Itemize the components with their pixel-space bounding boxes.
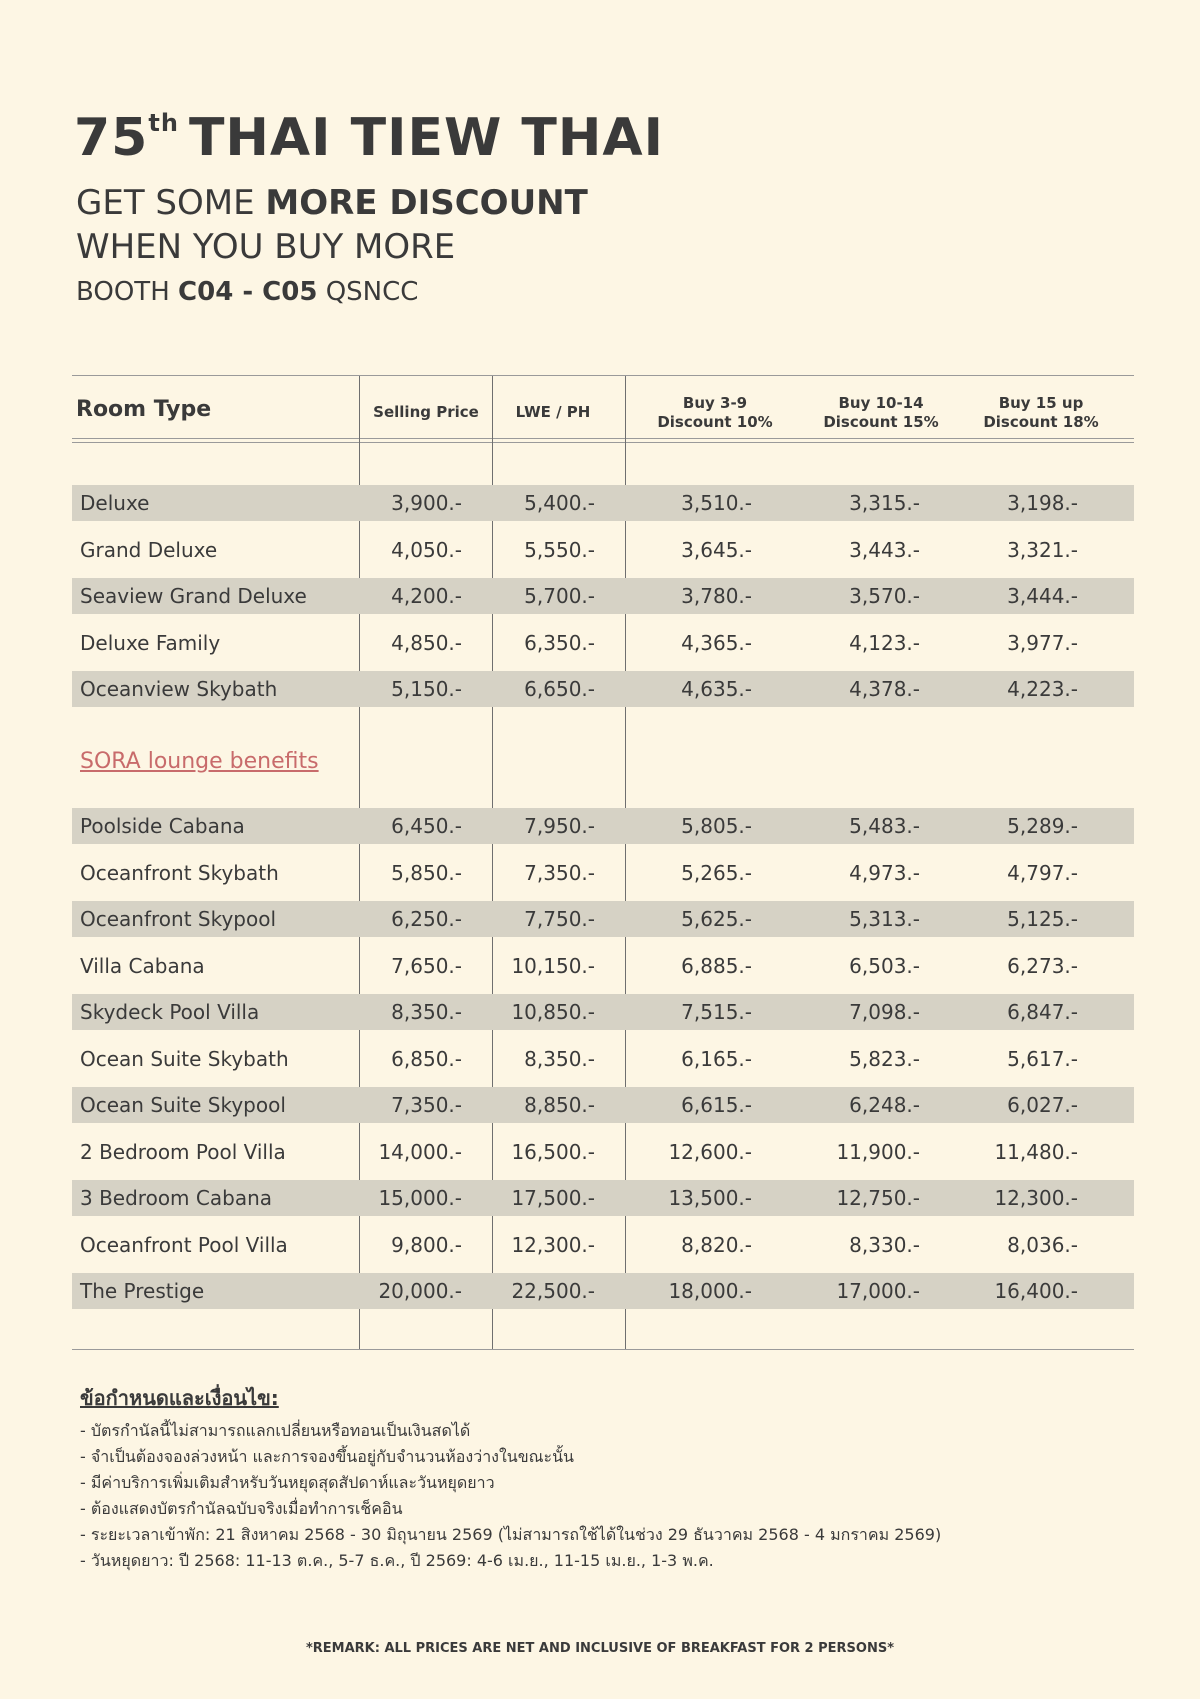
discount-headline: GET SOME MORE DISCOUNT — [76, 183, 588, 223]
price-d10: 6,885.- — [681, 953, 752, 978]
room-name: Deluxe Family — [80, 630, 221, 655]
price-d15: 5,823.- — [849, 1046, 920, 1071]
room-name: Oceanfront Skypool — [80, 907, 277, 931]
price-d15: 4,123.- — [849, 630, 920, 655]
price-d18: 3,321.- — [1007, 537, 1078, 562]
price-d15: 3,443.- — [849, 537, 920, 562]
table-row — [72, 485, 1134, 521]
price-lwe: 22,500.- — [511, 1279, 595, 1303]
price-lwe: 7,950.- — [524, 814, 595, 838]
table-row — [72, 625, 1134, 661]
table-row — [72, 1180, 1134, 1216]
price-d15: 3,570.- — [849, 584, 920, 608]
price-d10: 6,615.- — [681, 1093, 752, 1117]
header-bottom-rule-2 — [72, 442, 1134, 443]
table-row — [72, 948, 1134, 984]
price-d18: 3,977.- — [1007, 630, 1078, 655]
price-d18: 16,400.- — [994, 1279, 1078, 1303]
term-item: - มีค่าบริการเพิ่มเติมสำหรับวันหยุดสุดสัปดาห์และวันหยุดยาว — [80, 1473, 495, 1492]
price-lwe: 10,150.- — [511, 953, 595, 978]
table-row — [72, 671, 1134, 707]
room-name: Deluxe — [80, 491, 150, 515]
price-d18: 11,480.- — [994, 1139, 1078, 1164]
room-name: The Prestige — [80, 1279, 205, 1303]
price-d10: 7,515.- — [681, 1000, 752, 1024]
room-name: Ocean Suite Skypool — [80, 1093, 286, 1117]
price-selling: 6,450.- — [391, 814, 462, 838]
price-d18: 3,444.- — [1007, 584, 1078, 608]
table-bottom-rule — [72, 1349, 1134, 1350]
table-row — [72, 994, 1134, 1030]
price-d10: 5,805.- — [681, 814, 752, 838]
price-d18: 6,027.- — [1007, 1093, 1078, 1117]
price-selling: 15,000.- — [378, 1186, 462, 1210]
room-name: Skydeck Pool Villa — [80, 1000, 260, 1024]
table-row — [72, 808, 1134, 844]
price-selling: 5,150.- — [391, 677, 462, 701]
table-row — [72, 1087, 1134, 1123]
table-row — [72, 855, 1134, 891]
room-name: Oceanfront Skybath — [80, 860, 279, 885]
price-lwe: 7,750.- — [524, 907, 595, 931]
term-item: - วันหยุดยาว: ปี 2568: 11-13 ต.ค., 5-7 ธ.ค., ปี 2569: 4-6 เม.ย., 11-15 เม.ย., 1-3 พ.ค. — [80, 1551, 714, 1570]
price-lwe: 5,400.- — [524, 491, 595, 515]
price-lwe: 6,350.- — [524, 630, 595, 655]
price-d10: 5,265.- — [681, 860, 752, 885]
price-d18: 3,198.- — [1007, 491, 1078, 515]
room-name: Oceanfront Pool Villa — [80, 1232, 288, 1257]
price-lwe: 7,350.- — [524, 860, 595, 885]
price-d18: 4,797.- — [1007, 860, 1078, 885]
table-row — [72, 901, 1134, 937]
term-item: - บัตรกำนัลนี้ไม่สามารถแลกเปลี่ยนหรือทอนเป็นเงินสดได้ — [80, 1421, 471, 1440]
header-room-type: Room Type — [76, 397, 212, 422]
price-d15: 5,483.- — [849, 814, 920, 838]
price-d10: 3,780.- — [681, 584, 752, 608]
price-d10: 8,820.- — [681, 1232, 752, 1257]
room-name: Villa Cabana — [80, 953, 205, 978]
price-d15: 12,750.- — [836, 1186, 920, 1210]
price-d15: 4,378.- — [849, 677, 920, 701]
room-name: Poolside Cabana — [80, 814, 245, 838]
table-row — [72, 578, 1134, 614]
price-lwe: 5,550.- — [524, 537, 595, 562]
price-selling: 6,250.- — [391, 907, 462, 931]
price-lwe: 6,650.- — [524, 677, 595, 701]
price-d10: 4,635.- — [681, 677, 752, 701]
price-d10: 12,600.- — [668, 1139, 752, 1164]
price-d15: 6,503.- — [849, 953, 920, 978]
price-selling: 14,000.- — [378, 1139, 462, 1164]
price-d10: 3,645.- — [681, 537, 752, 562]
price-lwe: 5,700.- — [524, 584, 595, 608]
price-d18: 6,273.- — [1007, 953, 1078, 978]
table-row — [72, 1041, 1134, 1077]
room-name: Grand Deluxe — [80, 537, 218, 562]
price-selling: 9,800.- — [391, 1232, 462, 1257]
price-d15: 5,313.- — [849, 907, 920, 931]
price-d18: 12,300.- — [994, 1186, 1078, 1210]
header-buy-3-9: Buy 3-9 Discount 10% — [657, 394, 773, 431]
price-selling: 4,050.- — [391, 537, 462, 562]
price-selling: 8,350.- — [391, 1000, 462, 1024]
price-d15: 7,098.- — [849, 1000, 920, 1024]
price-d15: 8,330.- — [849, 1232, 920, 1257]
price-selling: 3,900.- — [391, 491, 462, 515]
price-d10: 5,625.- — [681, 907, 752, 931]
sora-lounge-benefits-link[interactable]: SORA lounge benefits — [80, 749, 319, 774]
price-selling: 4,200.- — [391, 584, 462, 608]
term-item: - ระยะเวลาเข้าพัก: 21 สิงหาคม 2568 - 30 มิถุนายน 2569 (ไม่สามารถใช้ได้ในช่วง 29 ธันวาคม 2568 - 4 มกราคม 2569) — [80, 1525, 942, 1544]
price-d10: 13,500.- — [668, 1186, 752, 1210]
price-selling: 7,350.- — [391, 1093, 462, 1117]
price-d15: 4,973.- — [849, 860, 920, 885]
price-selling: 6,850.- — [391, 1046, 462, 1071]
price-lwe: 8,850.- — [524, 1093, 595, 1117]
price-lwe: 8,350.- — [524, 1046, 595, 1071]
price-d18: 8,036.- — [1007, 1232, 1078, 1257]
price-d10: 18,000.- — [668, 1279, 752, 1303]
header-lwe-ph: LWE / PH — [515, 403, 591, 421]
remark-note: *REMARK: ALL PRICES ARE NET AND INCLUSIVE OF BREAKFAST FOR 2 PERSONS* — [305, 1641, 895, 1656]
price-lwe: 17,500.- — [511, 1186, 595, 1210]
term-item: - ต้องแสดงบัตรกำนัลฉบับจริงเมื่อทำการเช็คอิน — [80, 1499, 403, 1518]
term-item: - จำเป็นต้องจองล่วงหน้า และการจองขึ้นอยู่กับจำนวนห้องว่างในขณะนั้น — [80, 1447, 574, 1466]
room-name: Ocean Suite Skybath — [80, 1046, 289, 1071]
header-bottom-rule — [72, 438, 1134, 439]
price-lwe: 10,850.- — [511, 1000, 595, 1024]
price-d18: 4,223.- — [1007, 677, 1078, 701]
price-d15: 6,248.- — [849, 1093, 920, 1117]
page-title: 75th THAI TIEW THAI — [74, 108, 665, 168]
header-buy-10-14: Buy 10-14 Discount 15% — [823, 394, 939, 431]
price-selling: 20,000.- — [378, 1279, 462, 1303]
price-d10: 4,365.- — [681, 630, 752, 655]
price-d18: 6,847.- — [1007, 1000, 1078, 1024]
price-d18: 5,289.- — [1007, 814, 1078, 838]
terms-title: ข้อกำหนดและเงื่อนไข: — [80, 1386, 279, 1410]
price-selling: 7,650.- — [391, 953, 462, 978]
price-d15: 17,000.- — [836, 1279, 920, 1303]
room-name: 3 Bedroom Cabana — [80, 1186, 273, 1210]
price-d10: 6,165.- — [681, 1046, 752, 1071]
price-d18: 5,125.- — [1007, 907, 1078, 931]
table-row — [72, 1134, 1134, 1170]
price-selling: 4,850.- — [391, 630, 462, 655]
table-row — [72, 1227, 1134, 1263]
price-d15: 3,315.- — [849, 491, 920, 515]
header-buy-15-up: Buy 15 up Discount 18% — [983, 394, 1099, 431]
room-name: Seaview Grand Deluxe — [80, 584, 307, 608]
table-top-rule — [72, 375, 1134, 376]
price-d15: 11,900.- — [836, 1139, 920, 1164]
price-d18: 5,617.- — [1007, 1046, 1078, 1071]
room-name: Oceanview Skybath — [80, 677, 278, 701]
table-row — [72, 1273, 1134, 1309]
header-selling-price: Selling Price — [373, 403, 479, 421]
booth-info: BOOTH C04 - C05 QSNCC — [76, 277, 419, 307]
price-lwe: 12,300.- — [511, 1232, 595, 1257]
price-selling: 5,850.- — [391, 860, 462, 885]
price-d10: 3,510.- — [681, 491, 752, 515]
table-row — [72, 532, 1134, 568]
room-name: 2 Bedroom Pool Villa — [80, 1139, 286, 1164]
discount-subline: WHEN YOU BUY MORE — [76, 227, 456, 267]
price-lwe: 16,500.- — [511, 1139, 595, 1164]
